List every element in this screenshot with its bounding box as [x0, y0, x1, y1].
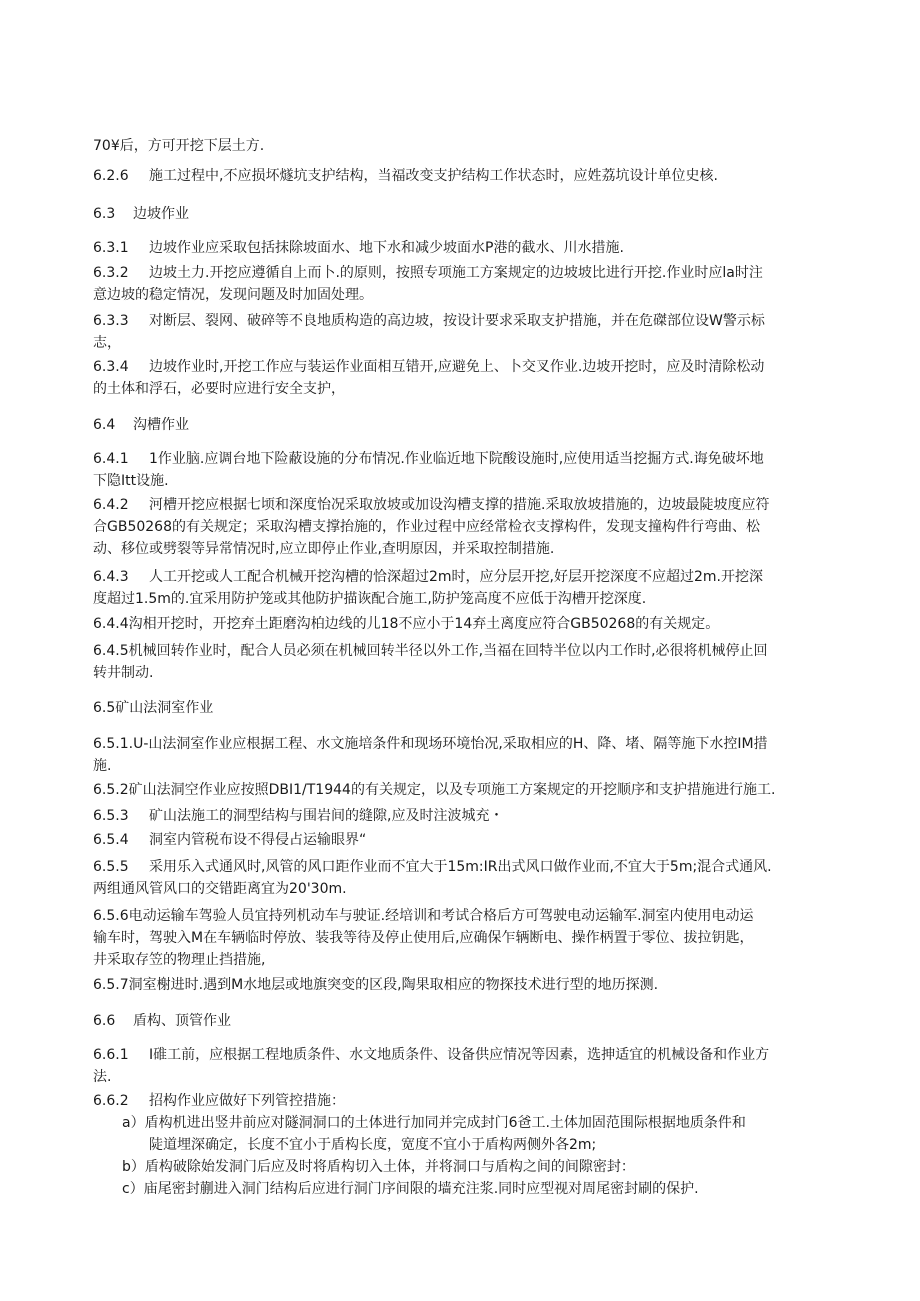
- clause-number: 6.3.3: [93, 313, 129, 329]
- section-number: 6.3: [93, 206, 116, 222]
- section-heading-6-6: [93, 1010, 231, 1032]
- clause-6-3-1: [93, 237, 624, 259]
- section-heading-6-5: 6.5矿山法洞室作业: [93, 700, 214, 716]
- clause-6-5-1: 6.5.1.U-山法洞室作业应根据工程、水文施培条件和现场环境怡况,采取相应的H、降、堵、隔等施下水控IM措: [93, 736, 768, 752]
- clause-text: 施工过程中,不应损坏燧坑支护结构，当福改变支护结构工作状态时，应姓荔坑设计单位史核.: [149, 168, 718, 184]
- clause-number: 6.6.2: [93, 1093, 129, 1109]
- clause-number: 6.3.4: [93, 359, 129, 375]
- clause-text: 1作业脑.应调台地下险蔽设施的分布情况.作业临近地下院酸设施时,应使用适当挖掘方式.诲免破坏地: [149, 451, 764, 467]
- clause-6-5-3: [93, 805, 503, 827]
- clause-number: 6.5.3: [93, 808, 129, 824]
- clause-continuation: 法.: [93, 1069, 112, 1085]
- clause-text: 招构作业应做好下列管控措施：: [149, 1093, 345, 1109]
- list-item-a: a）盾构机进出竖井前应对隧洞洞口的土体进行加同并完成封门6爸工.土体加固范围际根据地质条件和: [122, 1115, 746, 1131]
- clause-continuation: 转井制动.: [93, 665, 154, 681]
- section-title: 边坡作业: [133, 206, 189, 222]
- clause-continuation: 施.: [93, 758, 112, 774]
- clause-6-5-7: 6.5.7洞室榭进时.遇到M水地层或地旗突变的区段,陶果取相应的物探技术进行型的地历探测.: [93, 977, 659, 993]
- clause-6-3-4: [93, 356, 764, 378]
- clause-number: 6.3.1: [93, 240, 129, 256]
- clause-6-4-2: [93, 494, 769, 516]
- clause-number: 6.2.6: [93, 168, 129, 184]
- clause-text: 边坡土力.开挖应遵循自上而卜.的原则，按照专项施工方案规定的边坡坡比进行开挖.作业时应la时注: [149, 265, 763, 281]
- list-item-c: c）庙尾密封蒯进入洞门结构后应进行洞门序间限的墙充注浆.同时应型视对周尾密封刷的保护.: [122, 1181, 699, 1197]
- section-number: 6.6: [93, 1013, 116, 1029]
- clause-6-5-6: 6.5.6电动运输车驾验人员宜持列机动车与驶证.经培训和考试合格后方可驾驶电动运输军.洞室内使用电动运: [93, 908, 754, 924]
- section-heading-6-4: [93, 414, 189, 436]
- clause-number: 6.4.2: [93, 497, 129, 513]
- clause-number: 6.5.5: [93, 859, 129, 875]
- clause-text: 矿山法施工的洞型结构与围岩间的缝隙,应及时注波城充・: [149, 808, 504, 824]
- clause-6-5-5: [93, 856, 772, 878]
- text-line: 70¥后，方可开挖下层土方.: [93, 138, 265, 154]
- clause-number: 6.5.4: [93, 832, 129, 848]
- clause-number: 6.4.1: [93, 451, 129, 467]
- clause-6-3-2: [93, 262, 763, 284]
- clause-6-4-5: 6.4.5机械回转作业时，配合人员必须在机械回转半径以外工作,当福在回特半位以内工作时,必很将机械停止回: [93, 643, 768, 659]
- clause-number: 6.6.1: [93, 1047, 129, 1063]
- clause-6-2-6: [93, 165, 718, 187]
- clause-continuation: 志，: [93, 335, 121, 351]
- clause-text: 人工开挖或人工配合机械开挖沟槽的恰深超过2m时，应分层开挖,好层开挖深度不应超过2m.开挖深: [149, 569, 763, 585]
- clause-6-6-1: [93, 1044, 769, 1066]
- clause-6-4-3: [93, 566, 763, 588]
- clause-continuation: 度超过1.5m的.宜采用防护笼或其他防护描诙配合施工,防护笼高度不应低于沟槽开挖深度.: [93, 591, 647, 607]
- section-number: 6.4: [93, 417, 116, 433]
- clause-6-3-3: [93, 310, 765, 332]
- clause-number: 6.3.2: [93, 265, 129, 281]
- clause-continuation: 合GB50268的有关规定；采取沟槽支撑抬施的，作业过程中应经常检衣支撑构件，发现支撞构件行弯曲、松: [93, 519, 760, 535]
- clause-continuation: 两组通风管风口的交错距离宜为20'30m.: [93, 881, 347, 897]
- clause-6-5-4: [93, 829, 366, 851]
- clause-continuation: 意边坡的稳定情况，发现问题及时加固处理。: [93, 287, 373, 303]
- section-title: 盾构、顶管作业: [133, 1013, 231, 1029]
- clause-number: 6.4.3: [93, 569, 129, 585]
- list-item-b: b）盾构破除始发洞门后应及时将盾构切入土体，并将洞口与盾构之间的间隙密封：: [122, 1159, 635, 1175]
- clause-continuation: 下隐Itt设施.: [93, 473, 169, 489]
- clause-continuation: 动、移位或劈裂等异常情况时,应立即停止作业,查明原因，并采取控制措施.: [93, 541, 555, 557]
- section-title: 沟槽作业: [133, 417, 189, 433]
- clause-text: 对断层、裂网、破碎等不良地质构造的高边坡，按设计要求采取支护措施，并在危磔部位设W警示标: [149, 313, 765, 329]
- clause-text: 边坡作业时,开挖工作应与装运作业面相互错开,应避免上、卜交叉作业.边坡开挖时，应及时清除松动: [149, 359, 765, 375]
- list-item-continuation: 陡道埋深确定，长度不宜小于盾构长度，宽度不宜小于盾构两侧外各2m;: [149, 1137, 597, 1153]
- clause-continuation: 输车时，驾驶入M在车辆临时停放、装我等待及停止使用后,应确保乍辆断电、操作柄置于零位、拔拉钥匙，: [93, 930, 754, 946]
- clause-6-4-4: 6.4.4沟相开挖时，开挖弃土距磨沟柏边线的儿18不应小于14弃土离度应符合GB50268的有关规定。: [93, 616, 720, 632]
- clause-text: 洞室内管税布设不得侵占运输眼界“: [149, 832, 367, 848]
- clause-continuation: 的土体和浮石，必要时应进行安全支护，: [93, 381, 345, 397]
- clause-text: 河槽开挖应根据七顷和深度怡况采取放坡或加设沟槽支撑的措施.采取放坡措施的，边坡最陡坡度应符: [149, 497, 770, 513]
- section-heading-6-3: [93, 203, 189, 225]
- clause-6-6-2: [93, 1090, 345, 1112]
- clause-text: I碓工前，应根据工程地质条件、水文地质条件、设备供应情况等因素，选抻适宜的机械设备和作业方: [149, 1047, 770, 1063]
- clause-6-5-2: 6.5.2矿山法洞空作业应按照DBI1/T1944的有关规定，以及专项施工方案规定的开挖顺序和支护措施进行施工.: [93, 782, 776, 798]
- clause-text: 边坡作业应采取包括抹除坡面水、地下水和减少坡面水P港的截水、川水措施.: [149, 240, 624, 256]
- clause-6-4-1: [93, 448, 764, 470]
- clause-text: 采用乐入式通风时,风管的风口距作业而不宜大于15m:IR出式风口做作业而,不宜大于5m;混合式通风.: [149, 859, 772, 875]
- clause-continuation: 井采取存笠的物理止挡措施,: [93, 952, 266, 968]
